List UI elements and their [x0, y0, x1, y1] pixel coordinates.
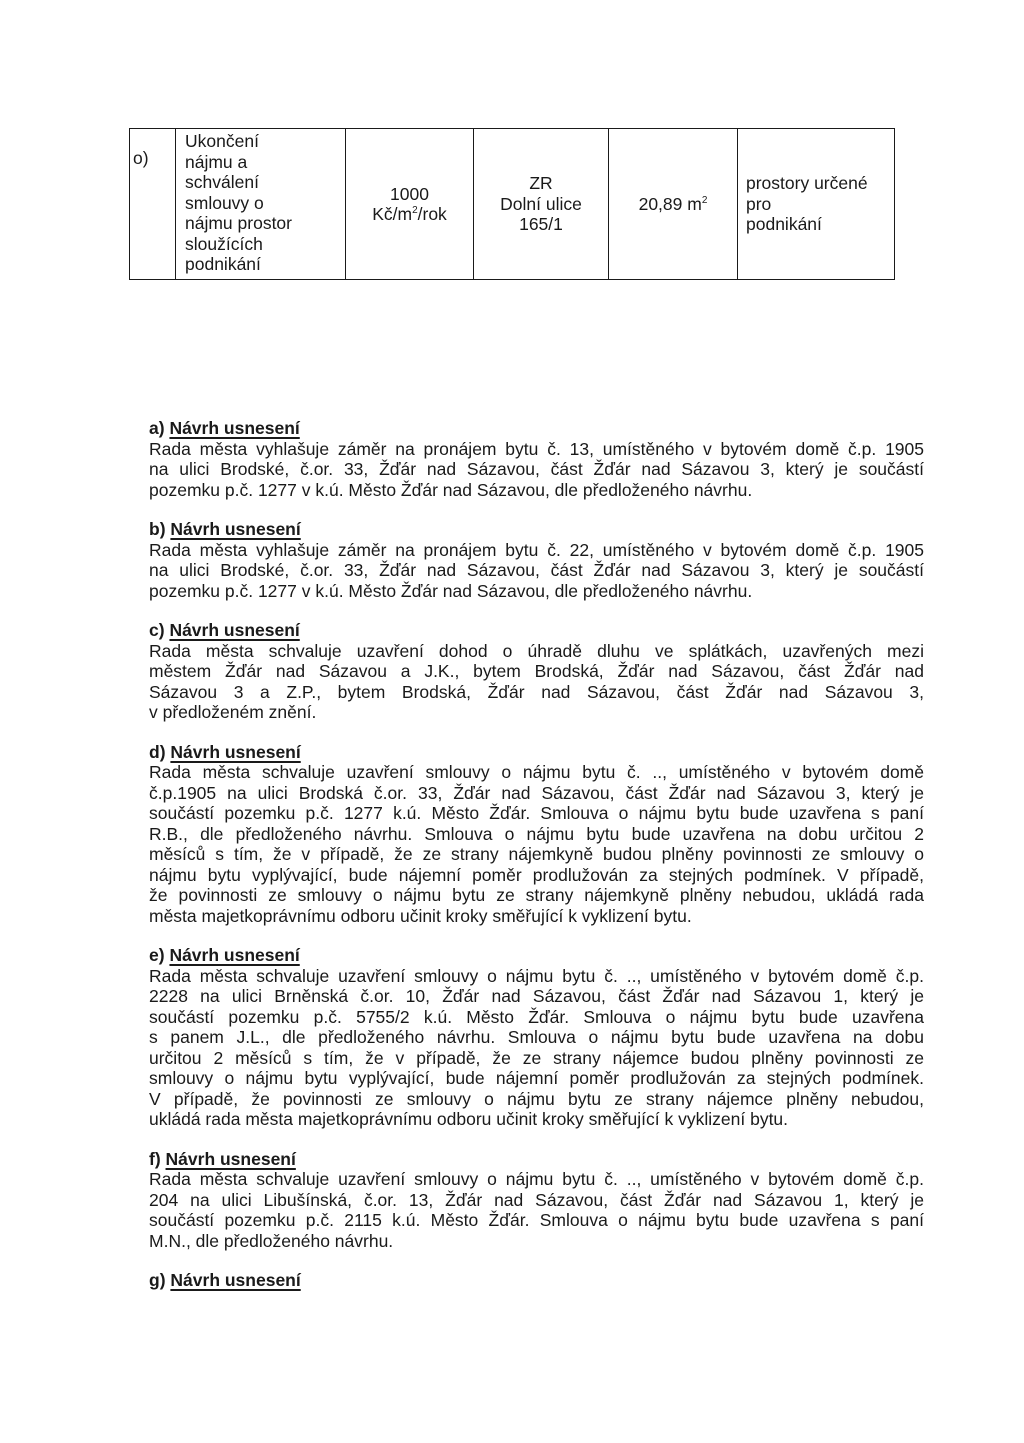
resolution-title: Návrh usnesení	[170, 1270, 301, 1290]
resolution-text-line: 2228 na ulici Brněnská č.or. 10, Žďár nad Sázavou, část Žďár nad Sázavou 1, který je	[149, 986, 924, 1006]
resolutions-list	[149, 418, 924, 1310]
resolution-text-line: pozemku p.č. 1277 v k.ú. Město Žďár nad Sázavou, dle předloženého návrhu.	[149, 580, 753, 601]
price-number: 1000	[390, 183, 429, 204]
address-line: Dolní ulice	[500, 193, 582, 214]
property-table	[129, 128, 895, 280]
resolution-text-line: pozemku p.č. 1277 v k.ú. Město Žďár nad Sázavou, dle předloženého návrhu.	[149, 479, 753, 500]
resolution-text-line: 204 na ulici Libušínská, č.or. 13, Žďár nad Sázavou, část Žďár nad Sázavou 1, který je	[149, 1189, 924, 1210]
resolution-text-line: součástí pozemku p.č. 2115 k.ú. Město Žďár. Smlouva o nájmu bytu bude uzavřena s paní	[149, 1210, 924, 1230]
resolution-text-line: určitou 2 měsíců s tím, že v případě, že ze strany nájemce budou plněny povinnosti ze	[149, 1047, 924, 1068]
resolution-d	[149, 742, 924, 927]
address-line: 165/1	[519, 214, 563, 235]
resolution-letter: d)	[149, 741, 166, 762]
description-line: sloužících	[185, 233, 263, 254]
resolution-text-line: města majetkoprávnímu odboru učinit kroky směřující k vyklizení bytu.	[149, 905, 692, 926]
resolution-text-line: že povinnosti ze smlouvy o nájmu bytu ze strany nájemkyně plněny nebudou, ukládá rada	[149, 885, 924, 905]
row-letter: o)	[130, 129, 176, 280]
description-line: nájmu a	[185, 151, 248, 172]
resolution-text-line: Rada města schvaluje uzavření dohod o úhradě dluhu ve splátkách, uzavřených mezi	[149, 640, 924, 661]
resolution-text-line: měsíců s tím, že v případě, že ze strany nájemkyně budou plněny povinnosti ze smlouvy o	[149, 844, 924, 864]
resolution-text-line: v předloženém znění.	[149, 702, 317, 722]
resolution-text-line: ukládá rada města majetkoprávnímu odboru učinit kroky směřující k vyklizení bytu.	[149, 1109, 789, 1129]
resolution-heading	[149, 418, 924, 439]
resolution-text-line: smlouvy o nájmu bytu vyplývající, bude nájemní poměr prodlužován za stejných podmínek.	[149, 1068, 924, 1088]
resolution-letter: e)	[149, 945, 165, 965]
resolution-heading	[149, 620, 924, 641]
description-cell	[176, 129, 346, 280]
resolution-text-line: součástí pozemku p.č. 1277 k.ú. Město Žďár. Smlouva o nájmu bytu bude uzavřena s paní	[149, 803, 924, 823]
resolution-title: Návrh usnesení	[169, 620, 300, 640]
description-line: podnikání	[185, 254, 261, 274]
price-cell	[346, 129, 474, 280]
resolution-title: Návrh usnesení	[165, 1148, 296, 1169]
resolution-text-line: M.N., dle předloženého návrhu.	[149, 1230, 394, 1251]
description-line: Ukončení	[185, 131, 259, 151]
resolution-title: Návrh usnesení	[169, 945, 300, 965]
resolution-text-line: Rada města schvaluje uzavření smlouvy o nájmu bytu č. .., umístěného v bytovém domě č.p.	[149, 1169, 924, 1189]
resolution-text-line: na ulici Brodské, č.or. 33, Žďár nad Sázavou, část Žďár nad Sázavou 3, který je součástí	[149, 560, 924, 580]
resolution-text-line: Rada města schvaluje uzavření smlouvy o nájmu bytu č. .., umístěného v bytovém domě	[149, 762, 924, 782]
resolution-heading	[149, 519, 924, 540]
resolution-letter: f)	[149, 1148, 161, 1169]
resolution-e	[149, 945, 924, 1130]
address-cell	[474, 129, 609, 280]
resolution-letter: b)	[149, 519, 166, 539]
resolution-text-line: Rada města schvaluje uzavření smlouvy o nájmu bytu č. .., umístěného v bytovém domě č.p.	[149, 965, 924, 986]
address-line: ZR	[529, 173, 553, 194]
area-cell: 20,89 $m^2$	[609, 129, 738, 280]
description-line: schválení	[185, 172, 259, 192]
resolution-title: Návrh usnesení	[169, 418, 300, 438]
resolution-letter: a)	[149, 418, 165, 438]
resolution-a	[149, 418, 924, 500]
resolution-f	[149, 1149, 924, 1252]
resolution-heading	[149, 945, 924, 966]
resolution-text-line: nájmu bytu vyplývající, bude nájemní poměr prodlužován za stejných podmínek. V případě,	[149, 864, 924, 885]
resolution-heading	[149, 742, 924, 763]
resolution-text-line: městem Žďár nad Sázavou a J.K., bytem Brodská, Žďár nad Sázavou, část Žďár nad	[149, 661, 924, 681]
resolution-text-line: Rada města vyhlašuje záměr na pronájem bytu č. 13, umístěného v bytovém domě č.p. 1905	[149, 438, 924, 459]
resolution-letter: g)	[149, 1270, 166, 1290]
purpose-line: podnikání	[746, 214, 822, 235]
resolution-text-line: V případě, že povinnosti ze smlouvy o nájmu bytu ze strany nájemce plněny nebudou,	[149, 1088, 924, 1109]
resolution-b	[149, 519, 924, 601]
resolution-heading	[149, 1149, 924, 1170]
purpose-cell	[738, 129, 895, 280]
resolution-heading	[149, 1270, 924, 1291]
resolution-g	[149, 1270, 924, 1291]
resolution-text-line: č.p.1905 na ulici Brodská č.or. 33, Žďár nad Sázavou, část Žďár nad Sázavou 3, který je	[149, 782, 924, 803]
resolution-title: Návrh usnesení	[170, 741, 301, 762]
resolution-title: Návrh usnesení	[170, 519, 301, 539]
resolution-text-line: s panem J.L., dle předloženého návrhu. Smlouva o nájmu bytu bude uzavřena na dobu	[149, 1027, 924, 1047]
table-row	[130, 129, 895, 280]
description-line: nájmu prostor	[185, 213, 292, 233]
purpose-line: prostory určené pro	[746, 173, 868, 214]
resolution-letter: c)	[149, 620, 165, 640]
resolution-text-line: R.B., dle předloženého návrhu. Smlouva o nájmu bytu bude uzavřena na dobu určitou 2	[149, 823, 924, 844]
resolution-text-line: Rada města vyhlašuje záměr na pronájem bytu č. 22, umístěného v bytovém domě č.p. 1905	[149, 539, 924, 560]
resolution-text-line: Sázavou 3 a Z.P., bytem Brodská, Žďár nad Sázavou, část Žďár nad Sázavou 3,	[149, 681, 924, 702]
resolution-text-line: na ulici Brodské, č.or. 33, Žďár nad Sázavou, část Žďár nad Sázavou 3, který je součástí	[149, 459, 924, 479]
description-line: smlouvy o	[185, 192, 264, 213]
price-unit: $Kč/m^2$/rok	[372, 204, 447, 224]
resolution-c	[149, 620, 924, 723]
resolution-text-line: součástí pozemku p.č. 5755/2 k.ú. Město Žďár. Smlouva o nájmu bytu bude uzavřena	[149, 1006, 924, 1027]
